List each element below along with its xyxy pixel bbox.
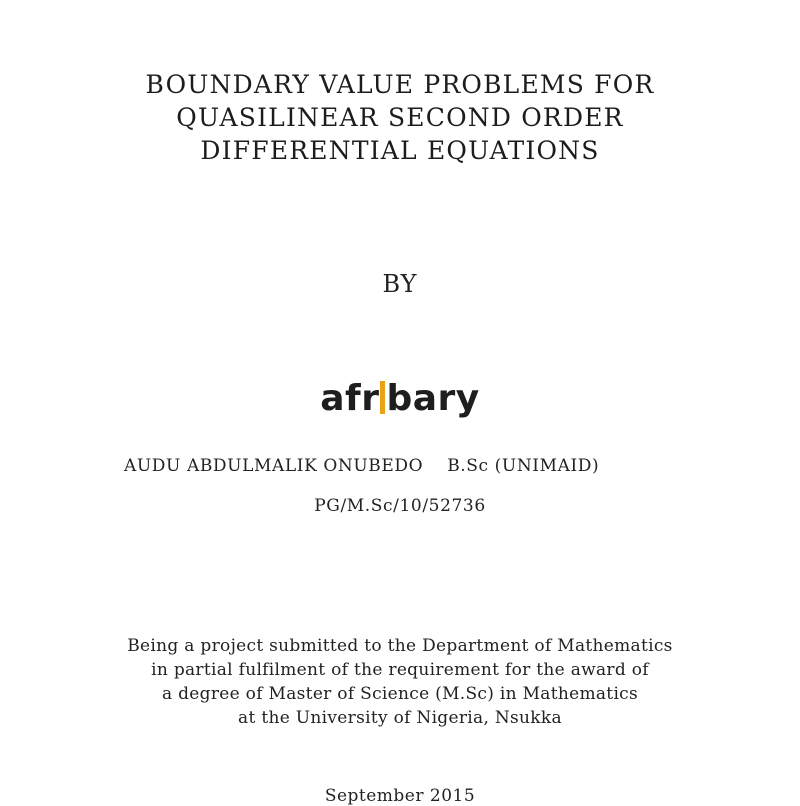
author-name: AUDU ABDULMALIK ONUBEDO xyxy=(124,456,424,476)
afribary-watermark-logo xyxy=(0,378,800,419)
by-label: BY xyxy=(382,270,418,298)
title-line-1: BOUNDARY VALUE PROBLEMS FOR xyxy=(145,70,655,99)
statement-line-4: at the University of Nigeria, Nsukka xyxy=(238,708,562,728)
logo-accent-bar xyxy=(380,381,385,414)
statement-line-2: in partial fulfilment of the requirement for the award of xyxy=(151,660,649,680)
title-line-3: DIFFERENTIAL EQUATIONS xyxy=(200,136,600,165)
submission-statement xyxy=(0,634,800,730)
title-line-2: QUASILINEAR SECOND ORDER xyxy=(176,103,624,132)
logo-text-end: bary xyxy=(386,378,480,419)
registration-number: PG/M.Sc/10/52736 xyxy=(314,496,486,516)
statement-line-1: Being a project submitted to the Department of Mathematics xyxy=(127,636,673,656)
document-title xyxy=(0,68,800,167)
submission-date: September 2015 xyxy=(324,786,476,806)
author-line xyxy=(124,456,599,476)
logo-text-start: afr xyxy=(320,378,380,419)
author-degree: B.Sc (UNIMAID) xyxy=(447,456,600,476)
statement-line-3: a degree of Master of Science (M.Sc) in Mathematics xyxy=(161,684,639,704)
